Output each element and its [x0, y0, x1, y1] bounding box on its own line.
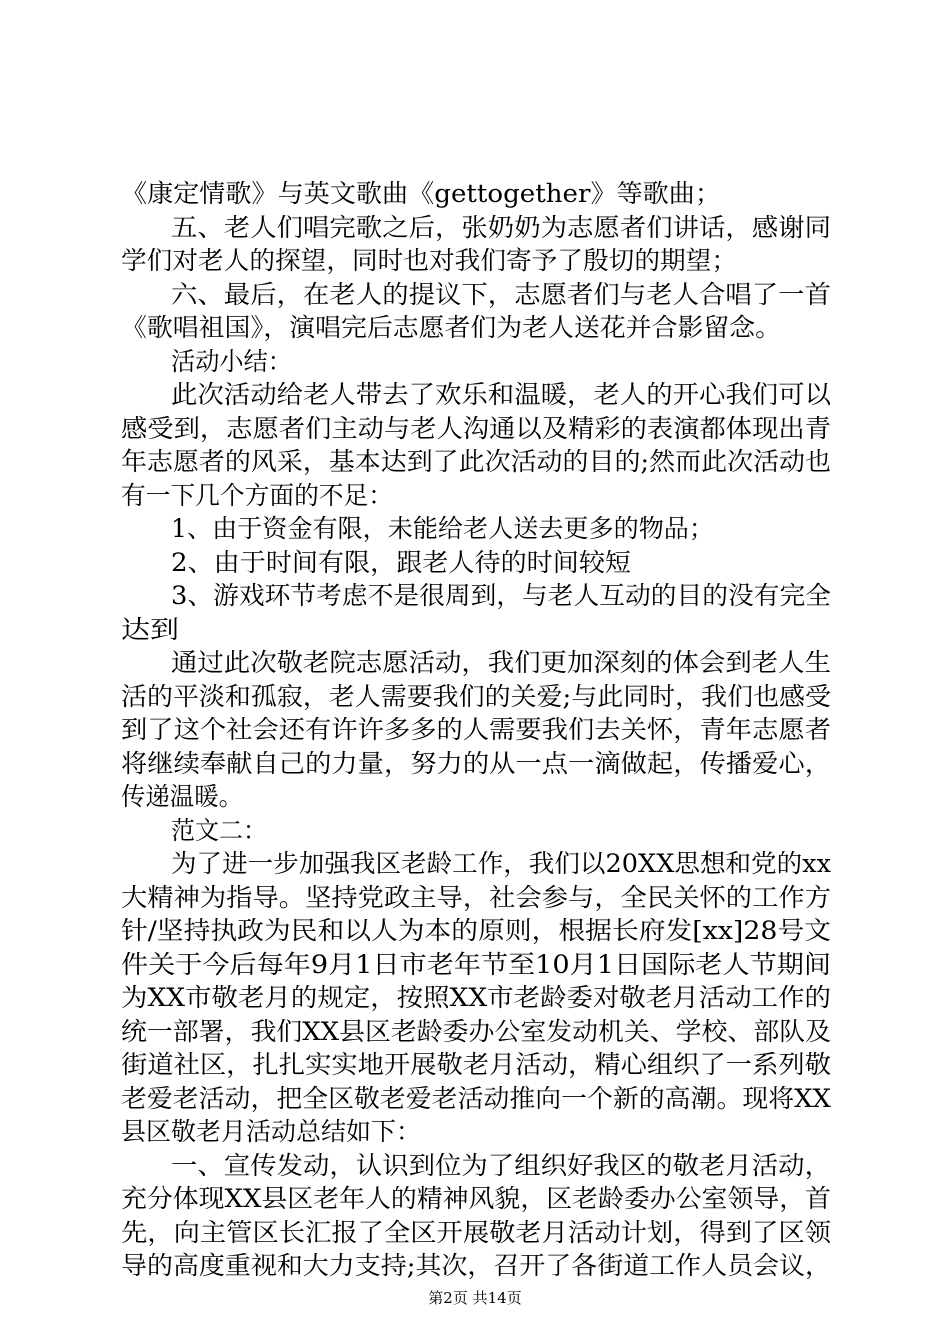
- line-text: 此次活动给老人带去了欢乐和温暖，老人的开心我们可以: [171, 380, 831, 409]
- line-text: 针/坚持执政为民和以人为本的原则，根据长府发[xx]28号文: [121, 916, 831, 945]
- text-line: [0, 1014, 950, 1050]
- line-text: 学们对老人的探望，同时也对我们寄予了殷切的期望；: [121, 246, 737, 275]
- line-text: 感受到，志愿者们主动与老人沟通以及精彩的表演都体现出青: [121, 414, 832, 443]
- line-text: 大精神为指导。坚持党政主导，社会参与，全民关怀的工作方: [121, 883, 832, 912]
- text-line: [0, 310, 950, 346]
- text-line: [0, 779, 950, 815]
- line-text: 先，向主管区长汇报了全区开展敬老月活动计划，得到了区领: [121, 1218, 832, 1247]
- text-line: [0, 980, 950, 1016]
- line-text: 五、老人们唱完歌之后，张奶奶为志愿者们讲话，感谢同: [171, 213, 831, 242]
- page-footer: 第2页 共14页: [428, 1289, 522, 1307]
- line-text: 有一下几个方面的不足：: [121, 481, 393, 510]
- text-line: [0, 1148, 950, 1184]
- line-text: 县区敬老月活动总结如下：: [121, 1117, 421, 1146]
- line-text: 一、宣传发动，认识到位为了组织好我区的敬老月活动，: [171, 1151, 831, 1180]
- line-text: 范文二：: [171, 816, 267, 845]
- text-line: [0, 1114, 950, 1150]
- line-text: 将继续奉献自己的力量，努力的从一点一滴做起，传播爱心，: [121, 749, 832, 778]
- line-text: 件关于今后每年9月1日市老年节至10月1日国际老人节期间: [121, 950, 831, 979]
- text-line: [0, 344, 950, 380]
- line-text: 六、最后，在老人的提议下，志愿者们与老人合唱了一首: [171, 280, 831, 309]
- text-line: [0, 947, 950, 983]
- line-text: 3、游戏环节考虑不是很周到，与老人互动的目的没有完全: [171, 581, 831, 610]
- line-text: 活动小结：: [171, 347, 292, 376]
- text-line: [0, 511, 950, 547]
- text-line: [0, 444, 950, 480]
- text-line: [0, 210, 950, 246]
- line-text: 《歌唱祖国》，演唱完后志愿者们为老人送花并合影留念。: [121, 313, 781, 342]
- text-line: [0, 1181, 950, 1217]
- line-text: 统一部署，我们XX县区老龄委办公室发动机关、学校、部队及: [121, 1017, 832, 1046]
- text-line: [0, 880, 950, 916]
- line-text: 传递温暖。: [121, 782, 243, 811]
- line-text: 导的高度重视和大力支持;其次，召开了各街道工作人员会议，: [121, 1251, 831, 1280]
- line-text: 为了进一步加强我区老龄工作，我们以20XX思想和党的xx: [171, 849, 831, 878]
- line-text: 老爱老活动，把全区敬老爱老活动推向一个新的高潮。现将XX: [121, 1084, 832, 1113]
- line-text: 到了这个社会还有许许多多的人需要我们去关怀，青年志愿者: [121, 715, 832, 744]
- line-text: 2、由于时间有限，跟老人待的时间较短: [171, 548, 631, 577]
- text-line: [0, 612, 950, 648]
- text-line: [0, 746, 950, 782]
- line-text: 年志愿者的风采，基本达到了此次活动的目的;然而此次活动也: [121, 447, 831, 476]
- line-text: 1、由于资金有限，未能给老人送去更多的物品；: [171, 514, 714, 543]
- text-line: [0, 176, 950, 212]
- line-text: 为XX市敬老月的规定，按照XX市老龄委对敬老月活动工作的: [121, 983, 831, 1012]
- text-line: [0, 243, 950, 279]
- text-line: [0, 1215, 950, 1251]
- line-text: 充分体现XX县区老年人的精神风貌，区老龄委办公室领导，首: [121, 1184, 832, 1213]
- text-line: [0, 712, 950, 748]
- text-line: [0, 1248, 950, 1284]
- text-line: [0, 846, 950, 882]
- text-line: [0, 478, 950, 514]
- text-line: [0, 411, 950, 447]
- line-text: 活的平淡和孤寂，老人需要我们的关爱;与此同时，我们也感受: [121, 682, 831, 711]
- text-line: [0, 1047, 950, 1083]
- line-text: 《康定情歌》与英文歌曲《gettogether》等歌曲；: [121, 179, 721, 208]
- text-line: [0, 679, 950, 715]
- text-line: [0, 545, 950, 581]
- line-text: 街道社区，扎扎实实地开展敬老月活动，精心组织了一系列敬: [121, 1050, 832, 1079]
- text-line: [0, 1081, 950, 1117]
- line-text: 通过此次敬老院志愿活动，我们更加深刻的体会到老人生: [171, 648, 831, 677]
- text-line: [0, 277, 950, 313]
- text-line: [0, 913, 950, 949]
- text-line: [0, 578, 950, 614]
- text-line: [0, 645, 950, 681]
- text-line: [0, 377, 950, 413]
- text-line: [0, 813, 950, 849]
- line-text: 达到: [121, 615, 179, 644]
